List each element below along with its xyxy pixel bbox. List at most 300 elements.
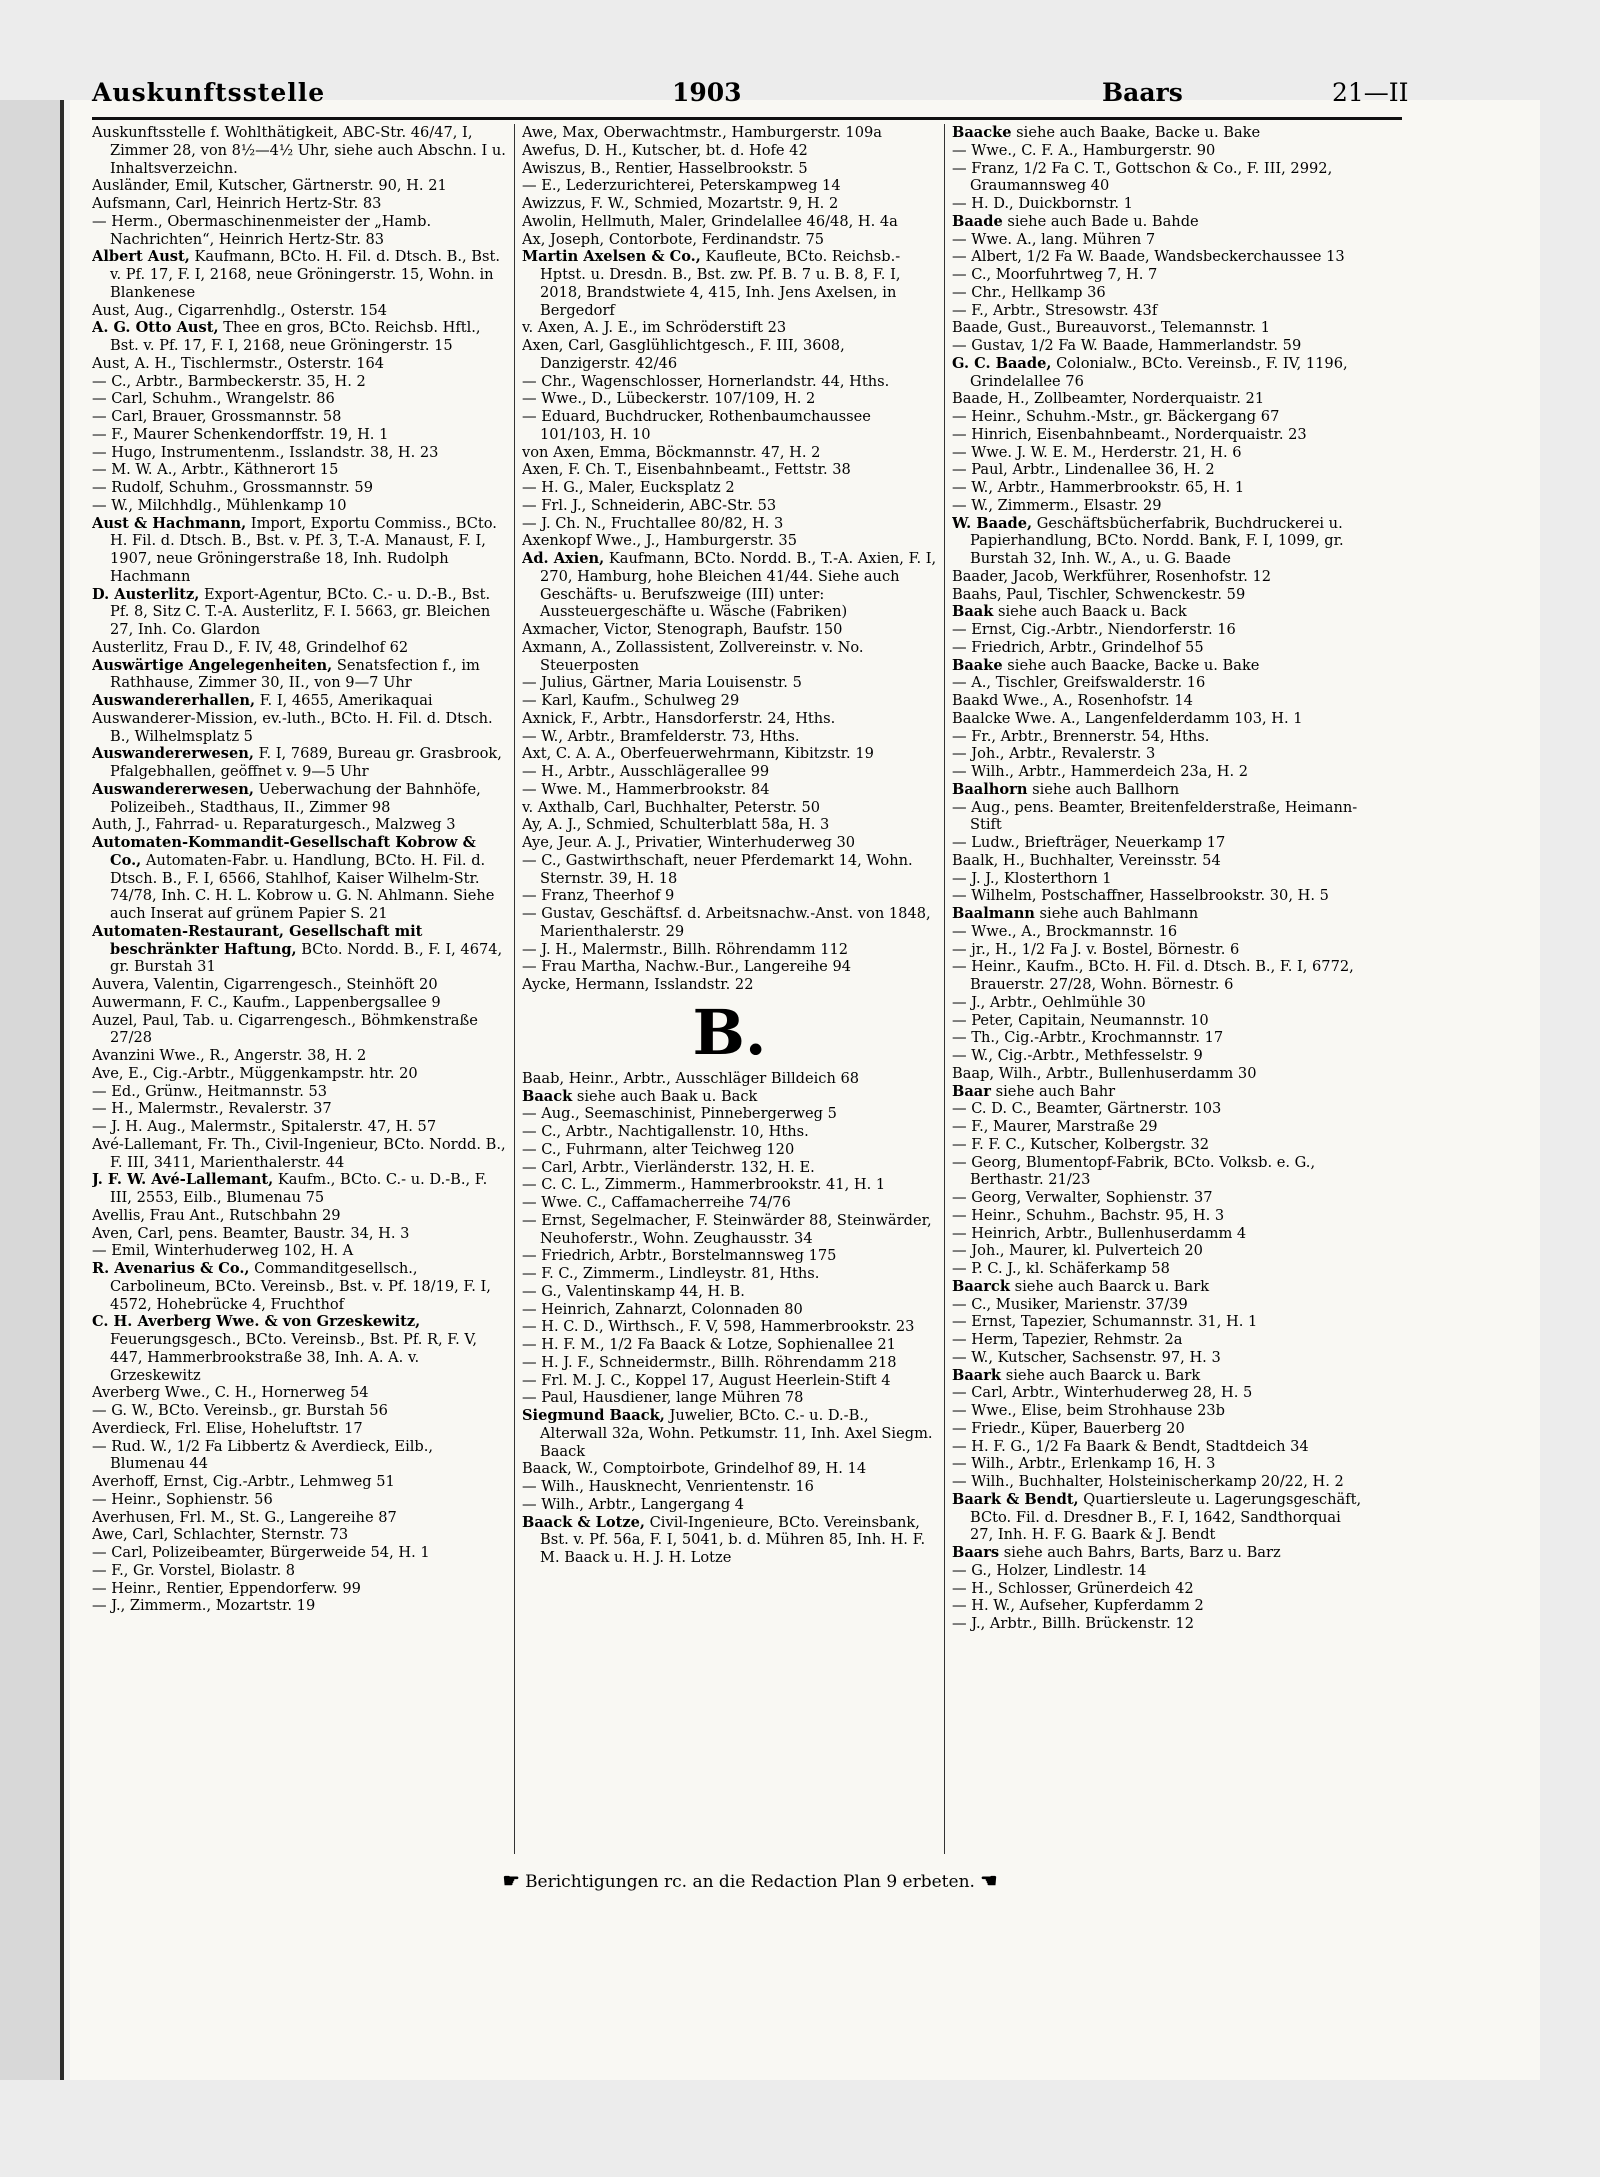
entry-text: Axnick, F., Arbtr., Hansdorferstr. 24, Hths. [522, 709, 836, 727]
directory-entry [522, 1070, 937, 1088]
directory-entry [522, 1247, 937, 1265]
entry-firm-name: Auswandererhallen, [92, 692, 256, 709]
entry-text: Auswanderer-Mission, ev.-luth., BCto. H. Fil. d. Dtsch. B., Wilhelmsplatz 5 [92, 709, 493, 745]
header-year: 1903 [672, 78, 742, 107]
entry-text: — Emil, Winterhuderweg 102, H. A [92, 1242, 354, 1260]
entry-text: — Frau Martha, Nachw.-Bur., Langereihe 94 [522, 958, 852, 976]
entry-text: — W., Arbtr., Hammerbrookstr. 65, H. 1 [952, 479, 1245, 496]
directory-entry [952, 195, 1367, 213]
directory-entry [522, 1496, 937, 1514]
entry-text: — Carl, Polizeibeamter, Bürgerweide 54, H. 1 [92, 1544, 430, 1561]
entry-text: — H. F. G., 1/2 Fa Baark & Bendt, Stadtdeich 34 [952, 1437, 1309, 1455]
directory-entry [522, 745, 937, 763]
entry-text: — Friedrich, Arbtr., Borstelmannsweg 175 [522, 1247, 837, 1265]
entry-text: — J., Arbtr., Billh. Brückenstr. 12 [952, 1615, 1195, 1632]
directory-entry [952, 461, 1367, 479]
entry-text: — G., Valentinskamp 44, H. B. [522, 1282, 745, 1300]
entry-text: Commanditgesellsch., Carbolineum, BCto. Vereinsb., Bst. v. Pf. 18/19, F. I, 4572, Hohebrücke 4, Fruchthof [110, 1260, 491, 1313]
directory-entry [92, 1242, 507, 1260]
directory-entry [522, 1123, 937, 1141]
directory-entry [522, 1407, 937, 1460]
directory-entry [952, 1065, 1367, 1083]
entry-text: — Wilh., Arbtr., Erlenkamp 16, H. 3 [952, 1455, 1216, 1473]
entry-text: — M. W. A., Arbtr., Käthnerort 15 [92, 461, 339, 479]
directory-entry [522, 905, 937, 941]
entry-firm-name: D. Austerlitz, [92, 585, 200, 603]
directory-entry [522, 710, 937, 728]
directory-entry [952, 603, 1367, 621]
directory-entry [522, 390, 937, 408]
directory-entry [522, 195, 937, 213]
entry-text: BCto. Nordd. B., F. I, 4674, gr. Burstah 31 [110, 940, 503, 976]
entry-text: — W., Kutscher, Sachsenstr. 97, H. 3 [952, 1348, 1221, 1366]
entry-firm-name: Aust & Hachmann, [92, 514, 247, 532]
entry-text: Aust, Aug., Cigarrenhdlg., Osterstr. 154 [92, 301, 388, 319]
entry-text: — Aug., pens. Beamter, Breitenfelderstraße, Heimann-Stift [952, 798, 1358, 834]
directory-entry [952, 1367, 1367, 1385]
directory-entry [522, 816, 937, 834]
directory-entry [522, 497, 937, 515]
entry-text: — Eduard, Buchdrucker, Rothenbaumchaussee 101/103, H. 10 [522, 408, 871, 443]
directory-entry [522, 1336, 937, 1354]
entry-text: — Frl. J., Schneiderin, ABC-Str. 53 [522, 496, 777, 514]
entry-text: Civil-Ingenieure, BCto. Vereinsbank, Bst. v. Pf. 56a, F. I, 5041, b. d. Mühren 85, Inh. H. F. M. Baack u. H. J. H. Lotze [540, 1513, 926, 1566]
section-letter-heading: B. [692, 995, 767, 1069]
directory-entry [952, 515, 1367, 568]
directory-entry [522, 479, 937, 497]
entry-text: — Heinrich, Arbtr., Bullenhuserdamm 4 [952, 1224, 1247, 1242]
entry-firm-name: Baarck [952, 1277, 1010, 1295]
directory-entry [92, 1225, 507, 1243]
directory-entry [952, 657, 1367, 675]
directory-entry [952, 1562, 1367, 1580]
directory-entry [952, 319, 1367, 337]
directory-entry [522, 1176, 937, 1194]
entry-text: Baack, W., Comptoirbote, Grindelhof 89, H. 14 [522, 1460, 867, 1478]
directory-entry [92, 1420, 507, 1438]
directory-entry [952, 1047, 1367, 1065]
column-divider [944, 124, 945, 1854]
directory-entry [952, 1278, 1367, 1296]
directory-entry [952, 1331, 1367, 1349]
directory-entry [952, 1473, 1367, 1491]
directory-entry [952, 852, 1367, 870]
entry-text: — Wilh., Hausknecht, Venrientenstr. 16 [522, 1478, 814, 1495]
entry-text: — Wwe. J. W. E. M., Herderstr. 21, H. 6 [952, 443, 1242, 461]
footer-text: Berichtigungen rc. an die Redaction Plan 9 erbeten. [525, 1872, 975, 1892]
directory-entry [92, 1491, 507, 1509]
entry-text: — J., Zimmerm., Mozartstr. 19 [92, 1597, 316, 1615]
directory-entry [952, 1012, 1367, 1030]
directory-entry [952, 1100, 1367, 1118]
entry-text: Averhusen, Frl. M., St. G., Langereihe 87 [92, 1508, 397, 1526]
entry-text: — Carl, Arbtr., Winterhuderweg 28, H. 5 [952, 1384, 1253, 1402]
entry-text: Automaten-Fabr. u. Handlung, BCto. H. Fil. d. Dtsch. B., F. I, 6566, Stahlhof, Kaiser Wilhelm-Str. 74/78, Inh. C. H. L. Kobrow u. G. N. Ahlmann. Siehe auch Inserat auf grünem Papier S. 21 [110, 851, 495, 922]
adjacent-page-edge [0, 100, 70, 2080]
entry-text: — Heinr., Schuhm.-Mstr., gr. Bäckergang 67 [952, 408, 1280, 425]
directory-entry [952, 1189, 1367, 1207]
directory-entry [92, 834, 507, 923]
pointing-hand-icon: ☛ [502, 1870, 520, 1892]
entry-text: — Fr., Arbtr., Brennerstr. 54, Hths. [952, 727, 1210, 745]
entry-text: Averberg Wwe., C. H., Hornerweg 54 [92, 1384, 369, 1402]
entry-text: — Karl, Kaufm., Schulweg 29 [522, 692, 740, 709]
directory-entry [92, 177, 507, 195]
directory-entry [522, 639, 937, 675]
directory-entry [522, 621, 937, 639]
directory-entry [522, 319, 937, 337]
directory-entry [522, 1105, 937, 1123]
entry-text: — C., Musiker, Marienstr. 37/39 [952, 1295, 1188, 1313]
directory-entry [92, 1509, 507, 1527]
entry-text: — W., Milchhdlg., Mühlenkamp 10 [92, 496, 347, 514]
entry-firm-name: R. Avenarius & Co., [92, 1260, 250, 1277]
directory-entry [92, 1207, 507, 1225]
entry-text: — Hugo, Instrumentenm., Isslandstr. 38, H. 23 [92, 443, 439, 461]
directory-entry [522, 213, 937, 231]
entry-text: Ausländer, Emil, Kutscher, Gärtnerstr. 90, H. 21 [92, 177, 447, 195]
entry-text: — W., Arbtr., Bramfelderstr. 73, Hths. [522, 727, 800, 745]
entry-text: Feuerungsgesch., BCto. Vereinsb., Bst. Pf. R, F. V, 447, Hammerbrookstraße 38, Inh. A. A. v. Grzeskewitz [110, 1331, 478, 1384]
entry-text: — F. C., Zimmerm., Lindleystr. 81, Hths. [522, 1265, 820, 1282]
entry-text: Baab, Heinr., Arbtr., Ausschläger Billdeich 68 [522, 1069, 860, 1087]
entry-text: Senatsfection f., im Rathhause, Zimmer 30, II., von 9—7 Uhr [110, 656, 480, 692]
directory-entry [522, 177, 937, 195]
directory-entry [952, 1260, 1367, 1278]
pointing-hand-icon: ☚ [980, 1870, 998, 1892]
entry-text: — Aug., Seemaschinist, Pinnebergerweg 5 [522, 1105, 837, 1123]
directory-entry [92, 639, 507, 657]
directory-entry [522, 1159, 937, 1177]
directory-entry [92, 1402, 507, 1420]
directory-entry [522, 248, 937, 319]
entry-text: — Ed., Grünw., Heitmannstr. 53 [92, 1082, 328, 1100]
entry-text: — Georg, Verwalter, Sophienstr. 37 [952, 1189, 1213, 1206]
directory-entry [952, 213, 1367, 231]
directory-entry [522, 692, 937, 710]
entry-text: Kaufmann, BCto. Nordd. B., T.-A. Axien, F. I, 270, Hamburg, hohe Bleichen 41/44. Siehe auch Geschäfts- u. Berufszweige (III) unter: Aussteuergeschäfte u. Wäsche (Fabriken) [540, 550, 937, 621]
directory-entry [522, 1354, 937, 1372]
directory-entry [92, 1260, 507, 1313]
entry-text: Export-Agentur, BCto. C.- u. D.-B., Bst. Pf. 8, Sitz C. T.-A. Austerlitz, F. I. 5663, gr. Bleichen 27, Inh. Co. Glardon [110, 585, 491, 638]
entry-text: Geschäftsbücherfabrik, Buchdruckerei u. Papierhandlung, BCto. Nordd. Bank, F. I, 1099, gr. Burstah 32, Inh. W., A., u. G. Baade [970, 514, 1344, 567]
entry-text: — H., Schlosser, Grünerdeich 42 [952, 1579, 1194, 1597]
directory-entry [92, 657, 507, 693]
directory-entry [92, 923, 507, 976]
directory-entry [92, 994, 507, 1012]
entry-text: Baade, H., Zollbeamter, Norderquaistr. 21 [952, 390, 1265, 408]
entry-text: Kaufleute, BCto. Reichsb.-Hptst. u. Dresdn. B., Bst. zw. Pf. B. 7 u. B. 8, F. I, 2018, Brandstwiete 4, 415, Inh. Jens Axelsen, in Bergedorf [540, 248, 901, 319]
entry-text: Kaufmann, BCto. H. Fil. d. Dtsch. B., Bst. v. Pf. 17, F. I, 2168, neue Gröningerstr. 15, Wohn. in Blankenese [110, 248, 500, 301]
entry-text: — Chr., Wagenschlosser, Hornerlandstr. 44, Hths. [522, 372, 890, 390]
entry-text: Auvera, Valentin, Cigarrengesch., Steinhöft 20 [92, 976, 438, 993]
directory-entry [952, 1438, 1367, 1456]
entry-text: — H. G., Maler, Eucksplatz 2 [522, 479, 735, 496]
directory-entry [522, 124, 937, 142]
entry-text: Kaufm., BCto. C.- u. D.-B., F. III, 2553, Eilb., Blumenau 75 [110, 1171, 488, 1206]
directory-entry [92, 408, 507, 426]
entry-text: — Georg, Blumentopf-Fabrik, BCto. Volksb. e. G., Berthastr. 21/23 [952, 1153, 1316, 1189]
entry-text: Baalcke Wwe. A., Langenfelderdamm 103, H. 1 [952, 709, 1303, 727]
directory-entry [952, 728, 1367, 746]
entry-firm-name: Baacke [952, 124, 1012, 141]
directory-entry [92, 781, 507, 817]
entry-text: — F., Maurer Schenkendorffstr. 19, H. 1 [92, 425, 389, 443]
entry-text: — Herm, Tapezier, Rehmstr. 2a [952, 1331, 1183, 1348]
entry-text: Axt, C. A. A., Oberfeuerwehrmann, Kibitzstr. 19 [522, 745, 874, 763]
directory-entry [92, 479, 507, 497]
entry-text: Averdieck, Frl. Elise, Hoheluftstr. 17 [92, 1419, 363, 1437]
directory-entry [952, 763, 1367, 781]
entry-text: Austerlitz, Frau D., F. IV, 48, Grindelhof 62 [92, 638, 409, 656]
directory-entry [522, 976, 937, 994]
footer-note [340, 1870, 1160, 1898]
directory-entry [522, 515, 937, 533]
directory-entry [522, 674, 937, 692]
directory-entry [92, 586, 507, 639]
entry-text: — H. W., Aufseher, Kupferdamm 2 [952, 1597, 1204, 1615]
entry-text: siehe auch Baarck u. Bark [1001, 1366, 1201, 1384]
entry-text: Baade, Gust., Bureauvorst., Telemannstr. 1 [952, 319, 1270, 337]
entry-firm-name: G. C. Baade, [952, 354, 1052, 372]
directory-entry [92, 195, 507, 213]
entry-text: — Wwe. A., lang. Mühren 7 [952, 230, 1156, 248]
entry-text: Awe, Max, Oberwachtmstr., Hamburgerstr. 109a [522, 124, 882, 141]
directory-entry [952, 639, 1367, 657]
directory-entry [952, 941, 1367, 959]
directory-entry [92, 302, 507, 320]
directory-entry [952, 870, 1367, 888]
directory-entry [952, 444, 1367, 462]
directory-entry [952, 586, 1367, 604]
entry-text: — Ernst, Cig.-Arbtr., Niendorferstr. 16 [952, 621, 1236, 638]
directory-entry [92, 1083, 507, 1101]
entry-text: — C. D. C., Beamter, Gärtnerstr. 103 [952, 1100, 1222, 1118]
directory-entry [952, 568, 1367, 586]
entry-text: Axen, Carl, Gasglühlichtgesch., F. III, 3608, Danzigerstr. 42/46 [522, 337, 845, 372]
entry-text: — Wilh., Buchhalter, Holsteinischerkamp 20/22, H. 2 [952, 1473, 1344, 1490]
entry-text: — Joh., Maurer, kl. Pulverteich 20 [952, 1242, 1203, 1260]
entry-text: Axmacher, Victor, Stenograph, Baufstr. 150 [522, 621, 843, 638]
directory-entry [92, 444, 507, 462]
entry-text: Quartiersleute u. Lagerungsgeschäft, BCto. Fil. d. Dresdner B., F. I, 1642, Sandthorquai 27, Inh. H. F. G. Baark & J. Bendt [970, 1490, 1362, 1544]
entry-firm-name: Baark [952, 1366, 1002, 1384]
directory-entry [522, 461, 937, 479]
entry-firm-name: Automaten-Kommandit-Gesellschaft Kobrow & Co., [92, 834, 476, 869]
directory-entry [952, 923, 1367, 941]
directory-entry [952, 248, 1367, 266]
entry-firm-name: Siegmund Baack, [522, 1407, 665, 1424]
entry-text: — C., Moorfuhrtweg 7, H. 7 [952, 266, 1158, 283]
entry-text: — W., Cig.-Arbtr., Methfesselstr. 9 [952, 1047, 1203, 1064]
entry-text: — J. H., Malermstr., Billh. Röhrendamm 112 [522, 940, 849, 958]
entry-text: — H., Arbtr., Ausschlägerallee 99 [522, 763, 770, 780]
directory-entry [522, 373, 937, 391]
directory-entry [522, 1318, 937, 1336]
entry-firm-name: Albert Aust, [92, 248, 190, 266]
directory-entry [92, 1438, 507, 1474]
entry-firm-name: Automaten-Restaurant, Gesellschaft mit beschränkter Haftung, [92, 922, 423, 958]
entry-text: F. I, 4655, Amerikaquai [255, 692, 433, 709]
directory-entry [522, 1265, 937, 1283]
entry-text: — F., Maurer, Marstraße 29 [952, 1118, 1158, 1135]
entry-text: — A., Tischler, Greifswalderstr. 16 [952, 674, 1206, 692]
directory-entry [522, 160, 937, 178]
directory-entry [92, 426, 507, 444]
directory-entry [92, 1012, 507, 1048]
directory-entry [952, 958, 1367, 994]
entry-text: siehe auch Baake, Backe u. Bake [1011, 124, 1261, 141]
entry-text: — Wwe. C., Caffamacherreihe 74/76 [522, 1194, 791, 1211]
directory-entry [952, 745, 1367, 763]
directory-entry [952, 390, 1367, 408]
directory-entry [92, 1136, 507, 1172]
directory-entry [952, 1313, 1367, 1331]
entry-text: — Heinr., Rentier, Eppendorferw. 99 [92, 1579, 361, 1597]
entry-text: — H., Malermstr., Revalerstr. 37 [92, 1100, 332, 1118]
entry-text: — Frl. M. J. C., Koppel 17, August Heerlein-Stift 4 [522, 1371, 891, 1389]
entry-firm-name: Baack & Lotze, [522, 1513, 645, 1531]
entry-text: Avé-Lallemant, Fr. Th., Civil-Ingenieur, BCto. Nordd. B., F. III, 3411, Marienthalerstr. 44 [92, 1135, 506, 1171]
entry-text: Awolin, Hellmuth, Maler, Grindelallee 46/48, H. 4a [522, 212, 898, 230]
entry-text: — Th., Cig.-Arbtr., Krochmannstr. 17 [952, 1029, 1224, 1047]
directory-entry [522, 781, 937, 799]
directory-entry [952, 834, 1367, 852]
entry-text: — Joh., Arbtr., Revalerstr. 3 [952, 745, 1156, 763]
entry-text: Auskunftsstelle f. Wohlthätigkeit, ABC-Str. 46/47, I, Zimmer 28, von 8½—4½ Uhr, siehe auch Abschn. I u. Inhaltsverzeichn. [92, 124, 506, 177]
entry-text: — Friedrich, Arbtr., Grindelhof 55 [952, 638, 1204, 656]
directory-entry [92, 1171, 507, 1207]
entry-text: Ax, Joseph, Contorbote, Ferdinandstr. 75 [522, 230, 825, 248]
directory-entry [952, 266, 1367, 284]
directory-entry [952, 1420, 1367, 1438]
directory-entry [92, 1313, 507, 1384]
directory-column-1 [92, 124, 507, 1864]
entry-text: siehe auch Bahr [990, 1082, 1116, 1100]
directory-entry [952, 284, 1367, 302]
entry-text: — H. J. F., Schneidermstr., Billh. Röhrendamm 218 [522, 1353, 897, 1371]
directory-entry [522, 1372, 937, 1390]
entry-text: — H. C. D., Wirthsch., F. V, 598, Hammerbrookstr. 23 [522, 1318, 915, 1336]
entry-text: — Franz, Theerhof 9 [522, 887, 675, 905]
column-divider [514, 124, 515, 1854]
directory-entry [522, 1514, 937, 1567]
entry-text: — Gustav, Geschäftsf. d. Arbeitsnachw.-Anst. von 1848, Marienthalerstr. 29 [522, 905, 931, 940]
directory-entry [952, 1402, 1367, 1420]
entry-text: — Wwe., C. F. A., Hamburgerstr. 90 [952, 141, 1216, 159]
directory-entry [522, 1194, 937, 1212]
entry-text: Thee en gros, BCto. Reichsb. Hftl., Bst. v. Pf. 17, F. I, 2168, neue Gröningerstr. 15 [110, 319, 481, 354]
entry-text: Axmann, A., Zollassistent, Zollvereinstr. v. No. Steuerposten [522, 638, 864, 674]
entry-text: — C., Fuhrmann, alter Teichweg 120 [522, 1140, 795, 1158]
directory-entry [92, 1384, 507, 1402]
entry-text: F. I, 7689, Bureau gr. Grasbrook, Pfalgebhallen, geöffnet v. 9—5 Uhr [110, 745, 502, 780]
directory-entry [522, 763, 937, 781]
directory-entry [522, 142, 937, 160]
directory-entry [952, 905, 1367, 923]
directory-entry [952, 1154, 1367, 1190]
directory-entry [522, 728, 937, 746]
entry-text: Aufsmann, Carl, Heinrich Hertz-Str. 83 [92, 195, 382, 212]
entry-text: siehe auch Ballhorn [1027, 780, 1180, 798]
directory-entry [92, 1544, 507, 1562]
entry-text: — Friedr., Küper, Bauerberg 20 [952, 1419, 1185, 1437]
running-header [92, 78, 1409, 112]
directory-entry [952, 1615, 1367, 1633]
entry-text: Auzel, Paul, Tab. u. Cigarrengesch., Böhmkenstraße 27/28 [92, 1011, 478, 1047]
entry-text: — Wwe., A., Brockmannstr. 16 [952, 922, 1178, 940]
entry-text: Awizzus, F. W., Schmied, Mozartstr. 9, H. 2 [522, 195, 839, 212]
directory-entry [952, 142, 1367, 160]
directory-entry [92, 1047, 507, 1065]
entry-firm-name: Baalmann [952, 905, 1035, 922]
directory-entry [952, 1207, 1367, 1225]
entry-text: — G., Holzer, Lindlestr. 14 [952, 1561, 1147, 1579]
entry-text: — Rud. W., 1/2 Fa Libbertz & Averdieck, Eilb., Blumenau 44 [92, 1437, 434, 1473]
directory-entry [952, 692, 1367, 710]
entry-text: — Ernst, Segelmacher, F. Steinwärder 88, Steinwärder, Neuhoferstr., Wohn. Zeughausstr. 34 [522, 1211, 932, 1247]
entry-text: Avellis, Frau Ant., Rutschbahn 29 [92, 1206, 341, 1224]
entry-firm-name: Baars [952, 1544, 1000, 1561]
entry-text: — Gustav, 1/2 Fa W. Baade, Hammerlandstr. 59 [952, 337, 1302, 354]
entry-text: — J. Ch. N., Fruchtallee 80/82, H. 3 [522, 514, 784, 532]
directory-entry [952, 1384, 1367, 1402]
entry-text: Awe, Carl, Schlachter, Sternstr. 73 [92, 1526, 349, 1544]
directory-entry [522, 1478, 937, 1496]
entry-text: — Heinrich, Zahnarzt, Colonnaden 80 [522, 1300, 803, 1318]
entry-firm-name: Baak [952, 603, 994, 621]
directory-entry [92, 390, 507, 408]
entry-text: — C., Arbtr., Barmbeckerstr. 35, H. 2 [92, 372, 366, 390]
entry-text: Axen, F. Ch. T., Eisenbahnbeamt., Fettstr. 38 [522, 461, 851, 479]
entry-text: — Herm., Obermaschinenmeister der „Hamb. Nachrichten“, Heinrich Hertz-Str. 83 [92, 212, 432, 248]
directory-entry [952, 302, 1367, 320]
directory-entry [952, 1083, 1367, 1101]
directory-entry [952, 994, 1367, 1012]
entry-text: Auth, J., Fahrrad- u. Reparaturgesch., Malzweg 3 [92, 816, 456, 834]
entry-firm-name: Baack [522, 1087, 573, 1105]
entry-text: — Carl, Brauer, Grossmannstr. 58 [92, 408, 342, 425]
entry-text: — Julius, Gärtner, Maria Louisenstr. 5 [522, 674, 802, 692]
entry-text: — P. C. J., kl. Schäferkamp 58 [952, 1260, 1170, 1277]
directory-entry [952, 1349, 1367, 1367]
entry-text: Juwelier, BCto. C.- u. D.-B., Alterwall 32a, Wohn. Petkumstr. 11, Inh. Axel Siegm. Baack [540, 1407, 933, 1460]
entry-text: v. Axthalb, Carl, Buchhalter, Peterstr. 50 [522, 798, 821, 816]
entry-text: — W., Zimmerm., Elsastr. 29 [952, 496, 1162, 514]
directory-entry [522, 1460, 937, 1478]
directory-entry [92, 355, 507, 373]
entry-text: — Wilhelm, Postschaffner, Hasselbrookstr. 30, H. 5 [952, 887, 1329, 905]
entry-firm-name: Baake [952, 656, 1003, 674]
entry-text: — Carl, Schuhm., Wrangelstr. 86 [92, 390, 335, 408]
directory-entry [92, 1065, 507, 1083]
directory-entry [952, 160, 1367, 196]
directory-entry [92, 124, 507, 177]
directory-entry [92, 1580, 507, 1598]
entry-text: — C., Gastwirthschaft, neuer Pferdemarkt 14, Wohn. Sternstr. 39, H. 18 [522, 851, 913, 887]
directory-entry [522, 799, 937, 817]
entry-text: — Chr., Hellkamp 36 [952, 283, 1106, 301]
directory-entry [92, 461, 507, 479]
directory-entry [522, 1088, 937, 1106]
entry-text: Import, Exportu Commiss., BCto. H. Fil. d. Dtsch. B., Bst. v. Pf. 3, T.-A. Manaust, F. I, 1907, neue Gröningerstraße 18, Inh. Rudolph Hachmann [110, 514, 497, 585]
entry-text: — jr., H., 1/2 Fa J. v. Bostel, Börnestr. 6 [952, 940, 1240, 958]
entry-text: — F., Arbtr., Stresowstr. 43f [952, 301, 1158, 319]
directory-entry [522, 941, 937, 959]
directory-entry [952, 710, 1367, 728]
entry-text: Averhoff, Ernst, Cig.-Arbtr., Lehmweg 51 [92, 1473, 395, 1490]
header-page-number: 21—II [1332, 78, 1409, 107]
